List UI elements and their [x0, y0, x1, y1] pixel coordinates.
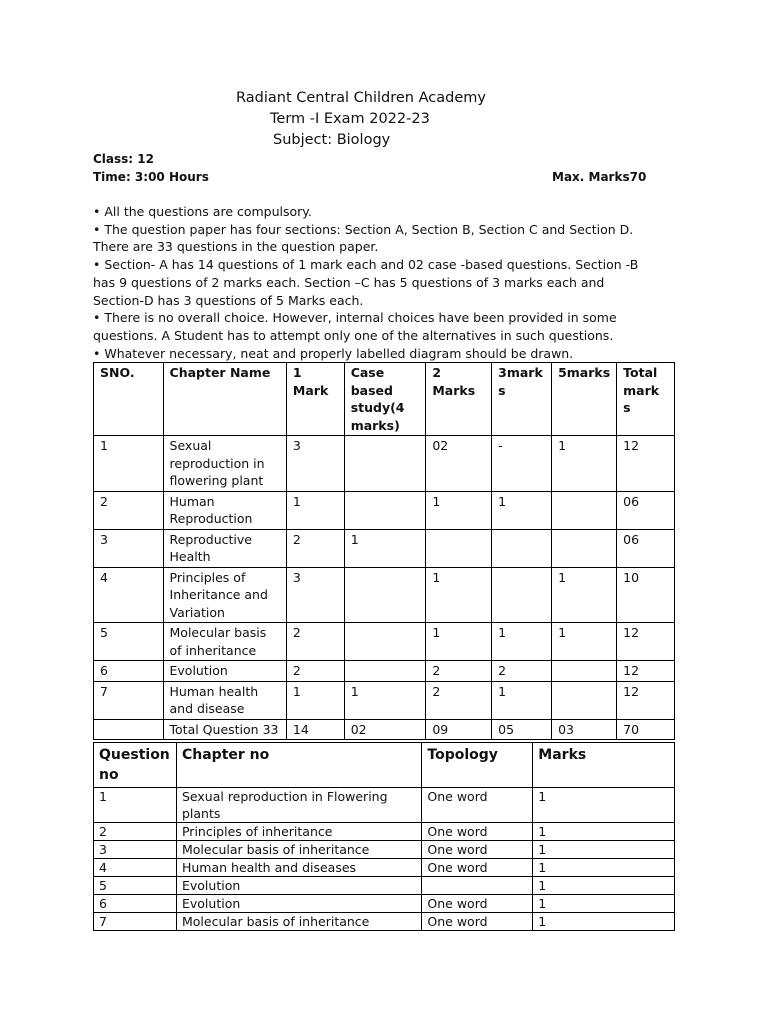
table-cell: 02 [426, 436, 492, 492]
table-cell: 3 [286, 567, 344, 623]
table-cell [94, 719, 164, 740]
table-cell: 1 [492, 623, 552, 661]
table-cell: 5 [94, 877, 177, 895]
table-row [94, 877, 675, 895]
table-cell: 14 [286, 719, 344, 740]
table-row [94, 913, 675, 931]
max-marks-label: Max. Marks70 [552, 170, 647, 184]
table-cell [344, 623, 426, 661]
table-cell [344, 661, 426, 682]
exam-title: Term -I Exam 2022-23 [270, 111, 430, 127]
table-cell: 3 [94, 529, 164, 567]
table-cell [422, 877, 533, 895]
table-cell: One word [422, 913, 533, 931]
table-cell: 1 [492, 681, 552, 719]
table-cell: 1 [533, 788, 675, 823]
table-cell: 3 [94, 841, 177, 859]
table-row [94, 681, 675, 719]
table-cell: Principles of inheritance [176, 823, 421, 841]
table-cell [552, 491, 617, 529]
table-cell: One word [422, 895, 533, 913]
table-cell [426, 529, 492, 567]
table-cell: 2 [94, 823, 177, 841]
instruction-item: • Whatever necessary, neat and properly labelled diagram should be drawn. [93, 345, 574, 361]
table-cell: 06 [617, 491, 675, 529]
table-cell: 1 [533, 841, 675, 859]
table-cell: 1 [533, 859, 675, 877]
table-cell: 12 [617, 681, 675, 719]
table-cell: Molecular basis of inheritance [176, 841, 421, 859]
table-cell: 1 [426, 567, 492, 623]
table-cell: 1 [344, 681, 426, 719]
instruction-item: • Section- A has 14 questions of 1 mark each and 02 case -based questions. Section -B has 9 questions of 2 marks each. Section –C has 5 questions of 3 marks each and Section-D has 3 questions of 5 Marks each. [93, 257, 639, 308]
table-cell: 70 [617, 719, 675, 740]
table-row [94, 895, 675, 913]
table-cell [344, 491, 426, 529]
table-cell: 2 [286, 529, 344, 567]
table-cell: 12 [617, 623, 675, 661]
table-cell: 2 [426, 681, 492, 719]
instruction-item: • All the questions are compulsory. [93, 204, 312, 219]
column-header: Total mark s [617, 363, 675, 436]
table-cell: 1 [94, 436, 164, 492]
table-cell: 7 [94, 681, 164, 719]
total-row [94, 719, 675, 740]
table-cell [344, 567, 426, 623]
instruction-item: • There is no overall choice. However, internal choices have been provided in some questions. A Student has to attempt only one of the alternatives in such questions. [93, 310, 617, 343]
table-cell: 1 [552, 623, 617, 661]
table-cell: 1 [533, 877, 675, 895]
table-cell: One word [422, 859, 533, 877]
table-cell: Sexual reproduction in flowering plant [163, 436, 286, 492]
question-topology-table [93, 742, 675, 931]
table-cell: 2 [426, 661, 492, 682]
class-label: Class: 12 [93, 152, 154, 166]
table-cell: Principles of Inheritance and Variation [163, 567, 286, 623]
table-cell: 3 [286, 436, 344, 492]
table-cell [552, 681, 617, 719]
table-cell: 1 [533, 895, 675, 913]
column-header: Marks [533, 743, 675, 788]
table-cell [492, 567, 552, 623]
table-cell: 05 [492, 719, 552, 740]
table-cell: 2 [94, 491, 164, 529]
table-row [94, 841, 675, 859]
column-header: Chapter Name [163, 363, 286, 436]
table-header-row [94, 363, 675, 436]
column-header: 1 Mark [286, 363, 344, 436]
table-cell [492, 529, 552, 567]
table-cell: 12 [617, 436, 675, 492]
table-cell: One word [422, 841, 533, 859]
table-cell: 1 [426, 623, 492, 661]
table-cell: 5 [94, 623, 164, 661]
table-cell: - [492, 436, 552, 492]
table-row [94, 823, 675, 841]
column-header: Case based study(4 marks) [344, 363, 426, 436]
table-row [94, 567, 675, 623]
table-cell: 2 [492, 661, 552, 682]
table-cell: 1 [533, 913, 675, 931]
column-header: Question no [94, 743, 177, 788]
table-cell: Total Question 33 [163, 719, 286, 740]
table-cell: 1 [344, 529, 426, 567]
column-header: SNO. [94, 363, 164, 436]
table-cell: 4 [94, 859, 177, 877]
table-cell: Molecular basis of inheritance [176, 913, 421, 931]
table-cell: Evolution [176, 895, 421, 913]
table-cell: Sexual reproduction in Flowering plants [176, 788, 421, 823]
table-cell: 03 [552, 719, 617, 740]
column-header: Chapter no [176, 743, 421, 788]
table-cell [552, 661, 617, 682]
column-header: 5marks [552, 363, 617, 436]
table-cell: 1 [533, 823, 675, 841]
time-label: Time: 3:00 Hours [93, 170, 209, 184]
instruction-item: • The question paper has four sections: Section A, Section B, Section C and Section D. There are 33 questions in the question paper. [93, 221, 634, 255]
table-row [94, 491, 675, 529]
instructions [93, 203, 653, 362]
table-cell: 6 [94, 661, 164, 682]
table-cell: 2 [286, 661, 344, 682]
table-row [94, 623, 675, 661]
table-cell [552, 529, 617, 567]
table-cell: One word [422, 823, 533, 841]
school-name: Radiant Central Children Academy [236, 90, 486, 106]
table-cell [344, 436, 426, 492]
table-cell: Reproductive Health [163, 529, 286, 567]
table-row [94, 788, 675, 823]
table-cell: Human health and diseases [176, 859, 421, 877]
table-cell: 10 [617, 567, 675, 623]
column-header: 2 Marks [426, 363, 492, 436]
table-header-row [94, 743, 675, 788]
table-cell: 7 [94, 913, 177, 931]
table-cell: 1 [286, 681, 344, 719]
table-cell: 6 [94, 895, 177, 913]
table-cell: 1 [552, 436, 617, 492]
table-cell: 1 [286, 491, 344, 529]
table-cell: One word [422, 788, 533, 823]
table-cell: Evolution [176, 877, 421, 895]
table-cell: Molecular basis of inheritance [163, 623, 286, 661]
table-cell: 12 [617, 661, 675, 682]
table-cell: 09 [426, 719, 492, 740]
column-header: Topology [422, 743, 533, 788]
table-cell: Human Reproduction [163, 491, 286, 529]
table-cell: Evolution [163, 661, 286, 682]
table-cell: 06 [617, 529, 675, 567]
table-cell: 1 [426, 491, 492, 529]
table-cell: Human health and disease [163, 681, 286, 719]
column-header: 3mark s [492, 363, 552, 436]
table-cell: 1 [492, 491, 552, 529]
table-cell: 1 [552, 567, 617, 623]
table-row [94, 529, 675, 567]
table-row [94, 661, 675, 682]
marks-distribution-table [93, 362, 675, 740]
table-cell: 02 [344, 719, 426, 740]
table-cell: 2 [286, 623, 344, 661]
table-row [94, 859, 675, 877]
subject-title: Subject: Biology [273, 132, 391, 148]
table-cell: 1 [94, 788, 177, 823]
table-cell: 4 [94, 567, 164, 623]
table-row [94, 436, 675, 492]
